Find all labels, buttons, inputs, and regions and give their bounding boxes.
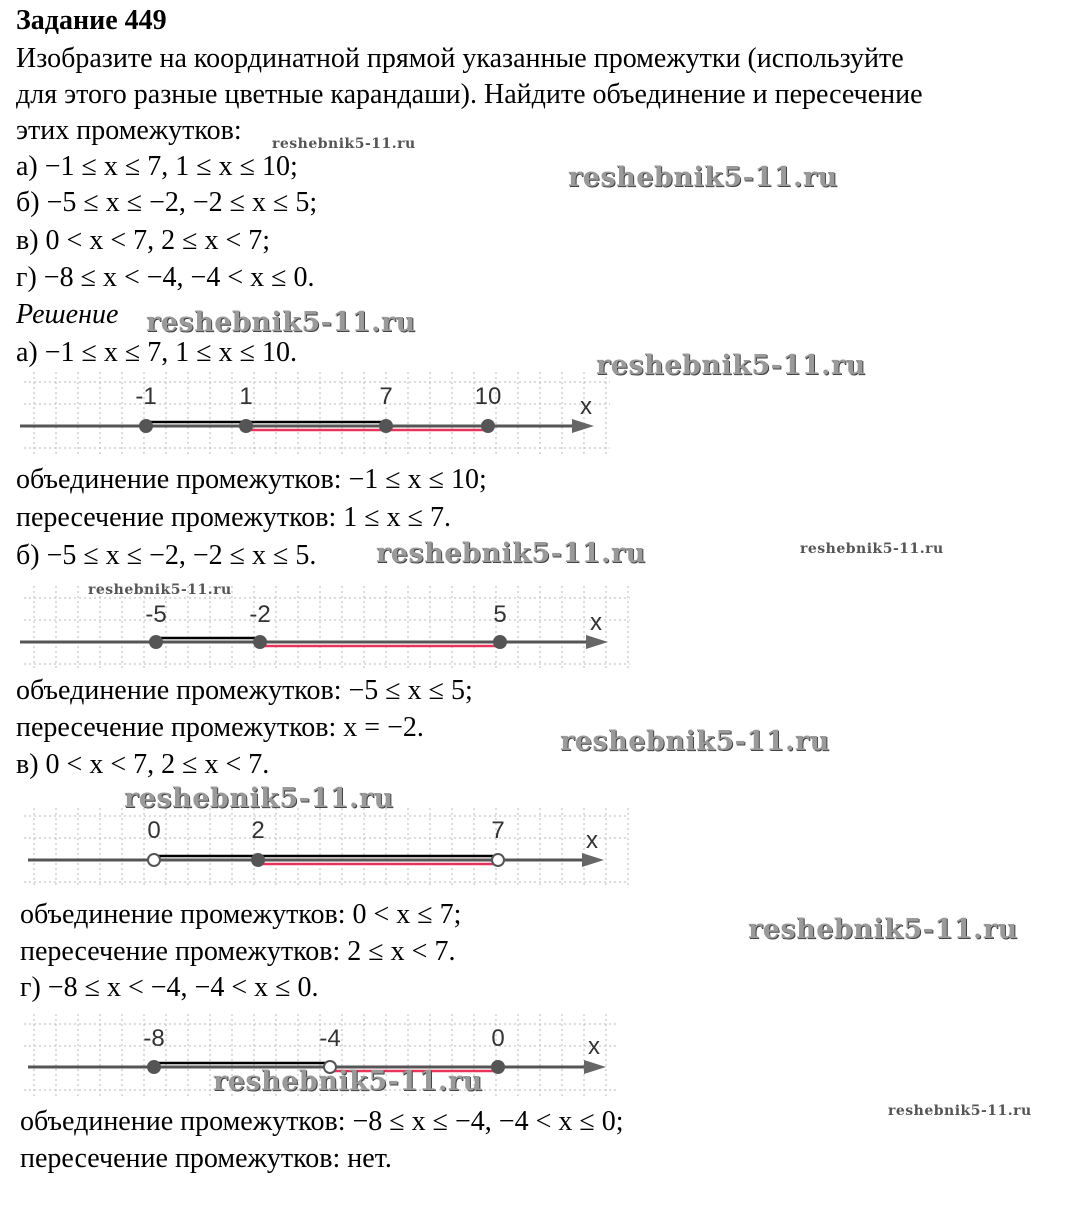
solution-v-union: объединение промежутков: 0 < x ≤ 7; [20, 899, 462, 930]
closed-point [148, 1061, 160, 1073]
closed-point [380, 420, 392, 432]
watermark: reshebnik5-11.ru [213, 1066, 483, 1097]
axis-arrow-icon [582, 853, 604, 867]
number-line-a [10, 370, 630, 460]
axis-arrow-icon [572, 419, 594, 433]
task-item-a: а) −1 ≤ x ≤ 7, 1 ≤ x ≤ 10; [16, 151, 298, 182]
task-text-line: для этого разные цветные карандаши). Найдите объединение и пересечение [16, 79, 923, 110]
tick-label: -4 [319, 1025, 341, 1052]
watermark: reshebnik5-11.ru [748, 914, 1018, 945]
solution-a-union: объединение промежутков: −1 ≤ x ≤ 10; [16, 464, 487, 495]
closed-point [254, 636, 266, 648]
solution-label: Решение [16, 299, 119, 330]
tick-label: 7 [379, 383, 393, 410]
closed-point [240, 420, 252, 432]
task-text-line: Изобразите на координатной прямой указанные промежутки (используйте [16, 43, 904, 74]
closed-point [492, 1061, 504, 1073]
closed-point [482, 420, 494, 432]
watermark: reshebnik5-11.ru [124, 783, 394, 814]
closed-point [494, 636, 506, 648]
axis-arrow-icon [586, 635, 608, 649]
watermark: reshebnik5-11.ru [800, 541, 944, 557]
open-point [492, 854, 504, 866]
tick-label: 7 [491, 817, 505, 844]
solution-v-intersection: пересечение промежутков: 2 ≤ x < 7. [20, 936, 456, 967]
watermark: reshebnik5-11.ru [146, 307, 416, 338]
tick-label: 10 [474, 383, 502, 410]
task-item-g: г) −8 ≤ x < −4, −4 < x ≤ 0. [16, 262, 315, 293]
tick-label: -1 [135, 383, 157, 410]
tick-label: 0 [491, 1025, 505, 1052]
tick-label: -8 [143, 1025, 165, 1052]
solution-b-head: б) −5 ≤ x ≤ −2, −2 ≤ x ≤ 5. [16, 540, 317, 571]
tick-label: -5 [145, 601, 167, 628]
axis-label: x [590, 609, 602, 636]
axis-label: x [580, 393, 592, 420]
task-text-line: этих промежутков: [16, 115, 242, 146]
solution-g-union: объединение промежутков: −8 ≤ x ≤ −4, −4 < x ≤ 0; [20, 1106, 624, 1137]
tick-label: -2 [249, 601, 271, 628]
tick-label: 2 [251, 817, 265, 844]
axis-arrow-icon [584, 1060, 606, 1074]
watermark: reshebnik5-11.ru [888, 1103, 1032, 1119]
tick-label: 0 [147, 817, 161, 844]
number-line-v [18, 806, 658, 894]
solution-g-head: г) −8 ≤ x < −4, −4 < x ≤ 0. [20, 972, 319, 1003]
solution-g-intersection: пересечение промежутков: нет. [20, 1143, 392, 1174]
solution-v-head: в) 0 < x < 7, 2 ≤ x < 7. [16, 749, 270, 780]
solution-a-head: а) −1 ≤ x ≤ 7, 1 ≤ x ≤ 10. [16, 337, 298, 368]
tick-label: 1 [239, 383, 253, 410]
axis-label: x [586, 827, 598, 854]
solution-b-intersection: пересечение промежутков: x = −2. [16, 712, 424, 743]
closed-point [140, 420, 152, 432]
watermark: reshebnik5-11.ru [596, 350, 866, 381]
open-point [148, 854, 160, 866]
watermark: reshebnik5-11.ru [88, 582, 232, 598]
solution-a-intersection: пересечение промежутков: 1 ≤ x ≤ 7. [16, 502, 452, 533]
task-title: Задание 449 [16, 5, 167, 36]
closed-point [252, 854, 264, 866]
watermark: reshebnik5-11.ru [560, 726, 830, 757]
watermark: reshebnik5-11.ru [568, 162, 838, 193]
watermark: reshebnik5-11.ru [272, 136, 416, 152]
watermark: reshebnik5-11.ru [376, 538, 646, 569]
axis-label: x [588, 1033, 600, 1060]
task-item-v: в) 0 < x < 7, 2 ≤ x < 7; [16, 225, 271, 256]
tick-label: 5 [493, 601, 507, 628]
closed-point [150, 636, 162, 648]
task-item-b: б) −5 ≤ x ≤ −2, −2 ≤ x ≤ 5; [16, 187, 318, 218]
solution-b-union: объединение промежутков: −5 ≤ x ≤ 5; [16, 675, 473, 706]
